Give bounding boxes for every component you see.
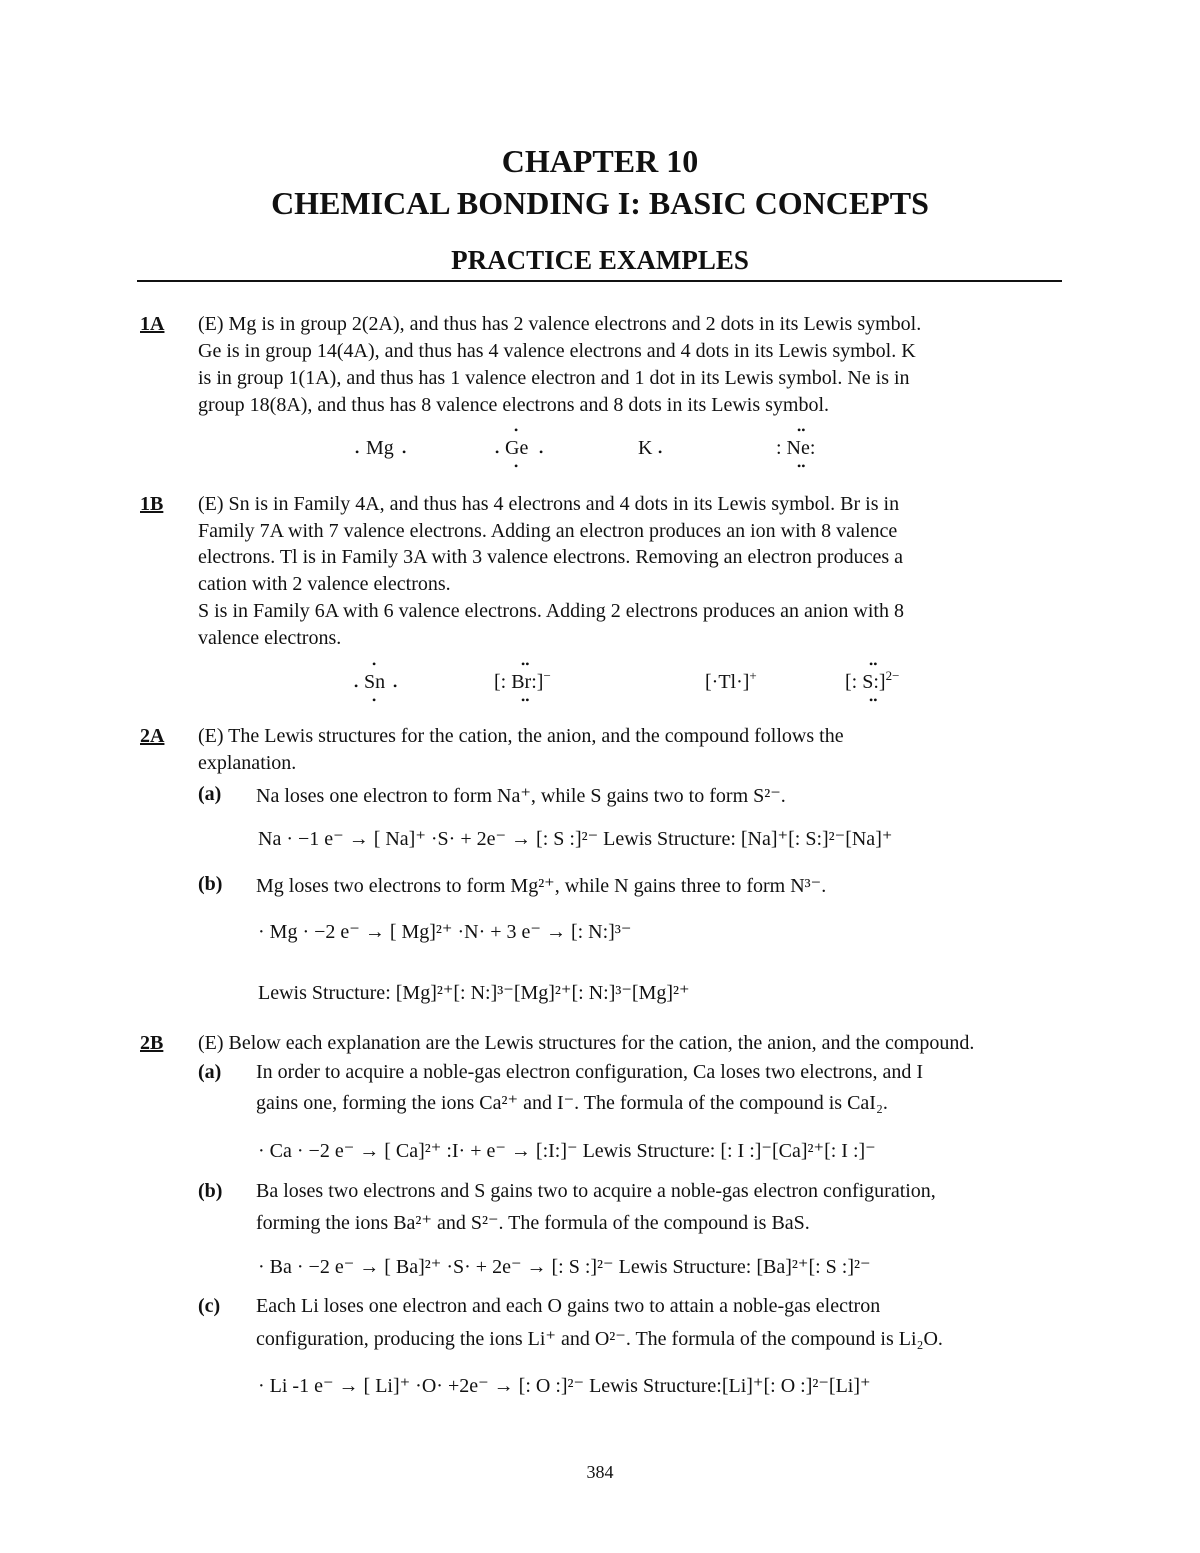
electron-dot: •• — [521, 693, 530, 707]
lewis-symbol-ne: : Ne: — [776, 437, 816, 459]
lewis-ion-thallium: [·Tl·]+ — [705, 668, 757, 693]
problem-1b-line: Family 7A with 7 valence electrons. Adding an electron produces an ion with 8 valence — [198, 520, 898, 542]
chapter-title: CHEMICAL BONDING I: BASIC CONCEPTS — [271, 185, 929, 221]
part-2b-c-text: configuration, producing the ions Li⁺ and O²⁻. The formula of the compound is Li₂O. — [256, 1328, 943, 1350]
part-2a-a-equation: Na · −1 e⁻ → [ Na]⁺ ·S· + 2e⁻ → [: S :]²⁻ Lewis Structure: [Na]⁺[: S:]²⁻[Na]⁺ — [258, 828, 893, 850]
part-label-2a-b: (b) — [198, 873, 223, 895]
part-2b-a-equation: · Ca · −2 e⁻ → [ Ca]²⁺ :I· + e⁻ → [:I:]⁻ Lewis Structure: [: I :]⁻[Ca]²⁺[: I :]⁻ — [258, 1140, 876, 1162]
electron-dot: • — [514, 459, 519, 473]
part-label-2b-c: (c) — [198, 1295, 221, 1317]
problem-1b-line: S is in Family 6A with 6 valence electrons. Adding 2 electrons produces an anion with 8 — [198, 600, 904, 622]
problem-1b-line: electrons. Tl is in Family 3A with 3 valence electrons. Removing an electron produces a — [198, 546, 903, 568]
problem-2a-intro: (E) The Lewis structures for the cation, the anion, and the compound follows the — [198, 725, 844, 747]
problem-number-1a: 1A — [140, 313, 165, 335]
electron-dot: • — [372, 657, 377, 671]
problem-1a-line: Ge is in group 14(4A), and thus has 4 valence electrons and 4 dots in its Lewis symbol. K — [198, 340, 916, 362]
electron-dot: •• — [797, 423, 806, 437]
problem-1a-line: is in group 1(1A), and thus has 1 valence electron and 1 dot in its Lewis symbol. Ne is in — [198, 367, 910, 389]
page-number: 384 — [586, 1462, 614, 1482]
electron-dot: • — [658, 445, 663, 459]
part-2b-b-equation: · Ba · −2 e⁻ → [ Ba]²⁺ ·S· + 2e⁻ → [: S :]²⁻ Lewis Structure: [Ba]²⁺[: S :]²⁻ — [258, 1256, 871, 1278]
problem-1b-line: valence electrons. — [198, 627, 342, 649]
problem-number-2b: 2B — [140, 1032, 164, 1054]
problem-2b-intro: (E) Below each explanation are the Lewis structures for the cation, the anion, and the compound. — [198, 1032, 975, 1054]
electron-dot: •• — [869, 657, 878, 671]
electron-dot: • — [539, 445, 544, 459]
electron-dot: •• — [869, 693, 878, 707]
electron-dot: • — [355, 445, 360, 459]
lewis-ion-bromide: [: Br:]− — [494, 668, 551, 693]
part-label-2a-a: (a) — [198, 783, 222, 805]
part-label-2b-a: (a) — [198, 1061, 222, 1083]
problem-number-2a: 2A — [140, 725, 165, 747]
electron-dot: • — [372, 693, 377, 707]
electron-dot: • — [393, 679, 398, 693]
problem-1b-line: (E) Sn is in Family 4A, and thus has 4 electrons and 4 dots in its Lewis symbol. Br is in — [198, 493, 900, 515]
part-2a-b-equation: · Mg · −2 e⁻ → [ Mg]²⁺ ·N· + 3 e⁻ → [: N:]³⁻ — [258, 921, 632, 943]
part-2b-c-equation: · Li -1 e⁻ → [ Li]⁺ ·O· +2e⁻ → [: O :]²⁻ Lewis Structure:[Li]⁺[: O :]²⁻[Li]⁺ — [258, 1375, 871, 1397]
part-2b-b-text: Ba loses two electrons and S gains two to acquire a noble-gas electron configuration, — [256, 1180, 936, 1202]
problem-1a-line: (E) Mg is in group 2(2A), and thus has 2 valence electrons and 2 dots in its Lewis symbol. — [198, 313, 922, 335]
section-rule — [137, 280, 1062, 282]
problem-1b-line: cation with 2 valence electrons. — [198, 573, 451, 595]
problem-number-1b: 1B — [140, 493, 164, 515]
lewis-ion-sulfide: [: S:]$^{2-}$ — [845, 668, 900, 693]
electron-dot: •• — [797, 459, 806, 473]
electron-dot: • — [495, 445, 500, 459]
problem-2a-intro: explanation. — [198, 752, 297, 774]
section-heading: PRACTICE EXAMPLES — [451, 245, 749, 275]
electron-dot: • — [402, 445, 407, 459]
part-2a-b-structure: Lewis Structure: [Mg]²⁺[: N:]³⁻[Mg]²⁺[: N:]³⁻[Mg]²⁺ — [258, 982, 690, 1004]
lewis-symbol-ge: Ge — [505, 437, 529, 459]
problem-1a-line: group 18(8A), and thus has 8 valence electrons and 8 dots in its Lewis symbol. — [198, 394, 829, 416]
part-2b-b-text: forming the ions Ba²⁺ and S²⁻. The formula of the compound is BaS. — [256, 1212, 810, 1234]
electron-dot: • — [354, 679, 359, 693]
part-2a-a-text: Na loses one electron to form Na⁺, while S gains two to form S²⁻. — [256, 785, 786, 807]
electron-dot: • — [514, 423, 519, 437]
part-2a-b-text: Mg loses two electrons to form Mg²⁺, while N gains three to form N³⁻. — [256, 875, 827, 897]
lewis-symbol-mg: Mg — [366, 437, 394, 459]
part-label-2b-b: (b) — [198, 1180, 223, 1202]
chapter-heading: CHAPTER 10 — [501, 143, 699, 179]
lewis-symbol-k: K — [638, 437, 653, 459]
electron-dot: •• — [521, 657, 530, 671]
part-2b-a-text: gains one, forming the ions Ca²⁺ and I⁻. The formula of the compound is CaI₂. — [256, 1092, 888, 1114]
part-2b-c-text: Each Li loses one electron and each O gains two to attain a noble-gas electron — [256, 1295, 881, 1317]
lewis-symbol-sn: Sn — [364, 671, 386, 693]
part-2b-a-text: In order to acquire a noble-gas electron configuration, Ca loses two electrons, and I — [256, 1061, 923, 1083]
